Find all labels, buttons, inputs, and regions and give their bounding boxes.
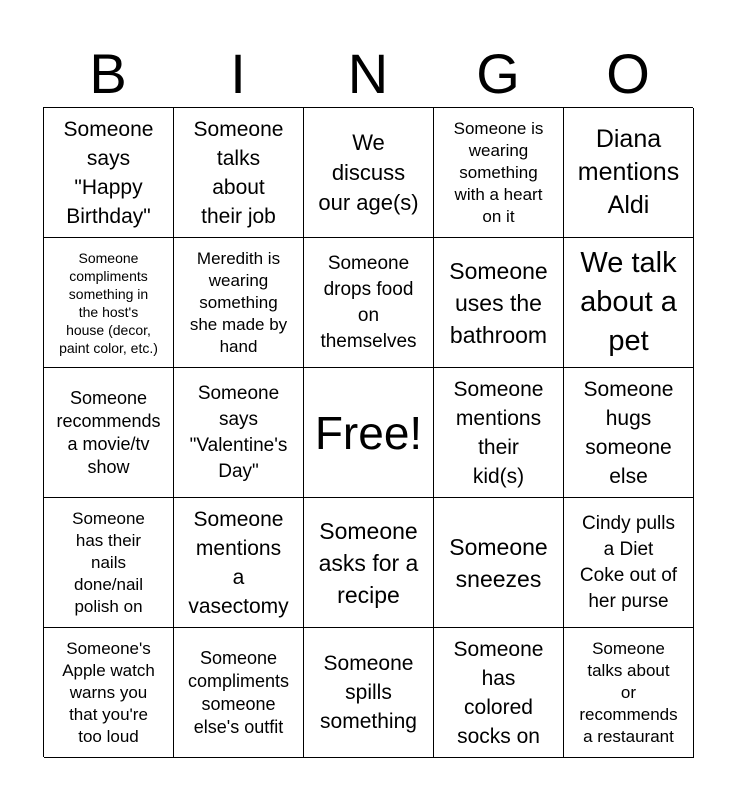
bingo-cell[interactable] [174,108,304,238]
bingo-cell[interactable] [434,628,564,758]
bingo-cell[interactable] [174,368,304,498]
cell-text: Someone has their nails done/nail polish on [72,508,145,616]
cell-text: Someone recommends a movie/tv show [56,387,161,477]
cell-text: Someone spills something [320,652,417,733]
bingo-cell[interactable] [564,368,694,498]
free-space-cell[interactable] [304,368,434,498]
bingo-cell[interactable] [304,108,434,238]
cell-text: Someone talks about or recommends a restaurant [579,638,678,746]
bingo-cell[interactable] [564,628,694,758]
bingo-cell[interactable] [434,108,564,238]
bingo-cell[interactable] [44,498,174,628]
header-letter-n: N [347,42,389,105]
bingo-cell[interactable] [174,628,304,758]
cell-text: Cindy pulls a Diet Coke out of her purse [579,512,678,612]
header-letter-b: B [89,42,127,105]
bingo-cell[interactable] [434,498,564,628]
free-space-text: Free! [314,406,423,459]
bingo-grid [43,107,693,757]
cell-text: Someone asks for a recipe [318,517,419,608]
cell-text: Meredith is wearing something she made by hand [189,248,288,356]
bingo-cell[interactable] [44,238,174,368]
cell-text: Someone compliments something in the host's house (decor, paint color, etc.) [59,249,158,356]
bingo-cell[interactable] [304,238,434,368]
bingo-cell[interactable] [304,628,434,758]
bingo-cell[interactable] [44,368,174,498]
cell-text: Someone compliments someone else's outfit [187,647,290,737]
bingo-cell[interactable] [174,238,304,368]
cell-text: Someone mentions their kid(s) [453,377,544,488]
bingo-cell[interactable] [564,238,694,368]
cell-text: Someone is wearing something with a heart on it [453,118,544,226]
bingo-cell[interactable] [174,498,304,628]
bingo-cell[interactable] [44,108,174,238]
cell-text: Someone drops food on themselves [320,252,417,352]
cell-text: Diana mentions Aldi [577,125,680,219]
cell-text: Someone sneezes [449,533,548,592]
header-letter-o: O [606,42,650,105]
cell-text: Someone says "Valentine's Day" [189,382,288,482]
cell-text: Someone mentions a vasectomy [188,507,289,618]
bingo-cell[interactable] [564,498,694,628]
cell-text: Someone hugs someone else [583,377,674,488]
cell-text: Someone talks about their job [193,117,284,228]
cell-text: Someone says "Happy Birthday" [63,117,154,228]
cell-text: We talk about a pet [580,247,677,357]
bingo-header [43,40,693,108]
cell-text: Someone has colored socks on [453,637,544,748]
cell-text: Someone uses the bathroom [449,257,548,348]
bingo-cell[interactable] [434,368,564,498]
bingo-cell[interactable] [434,238,564,368]
header-letter-i: I [230,42,246,105]
cell-text: Someone's Apple watch warns you that you're too loud [62,638,155,746]
bingo-cell[interactable] [44,628,174,758]
bingo-cell[interactable] [564,108,694,238]
cell-text: We discuss our age(s) [318,129,419,215]
bingo-cell[interactable] [304,498,434,628]
header-letter-g: G [476,42,520,105]
